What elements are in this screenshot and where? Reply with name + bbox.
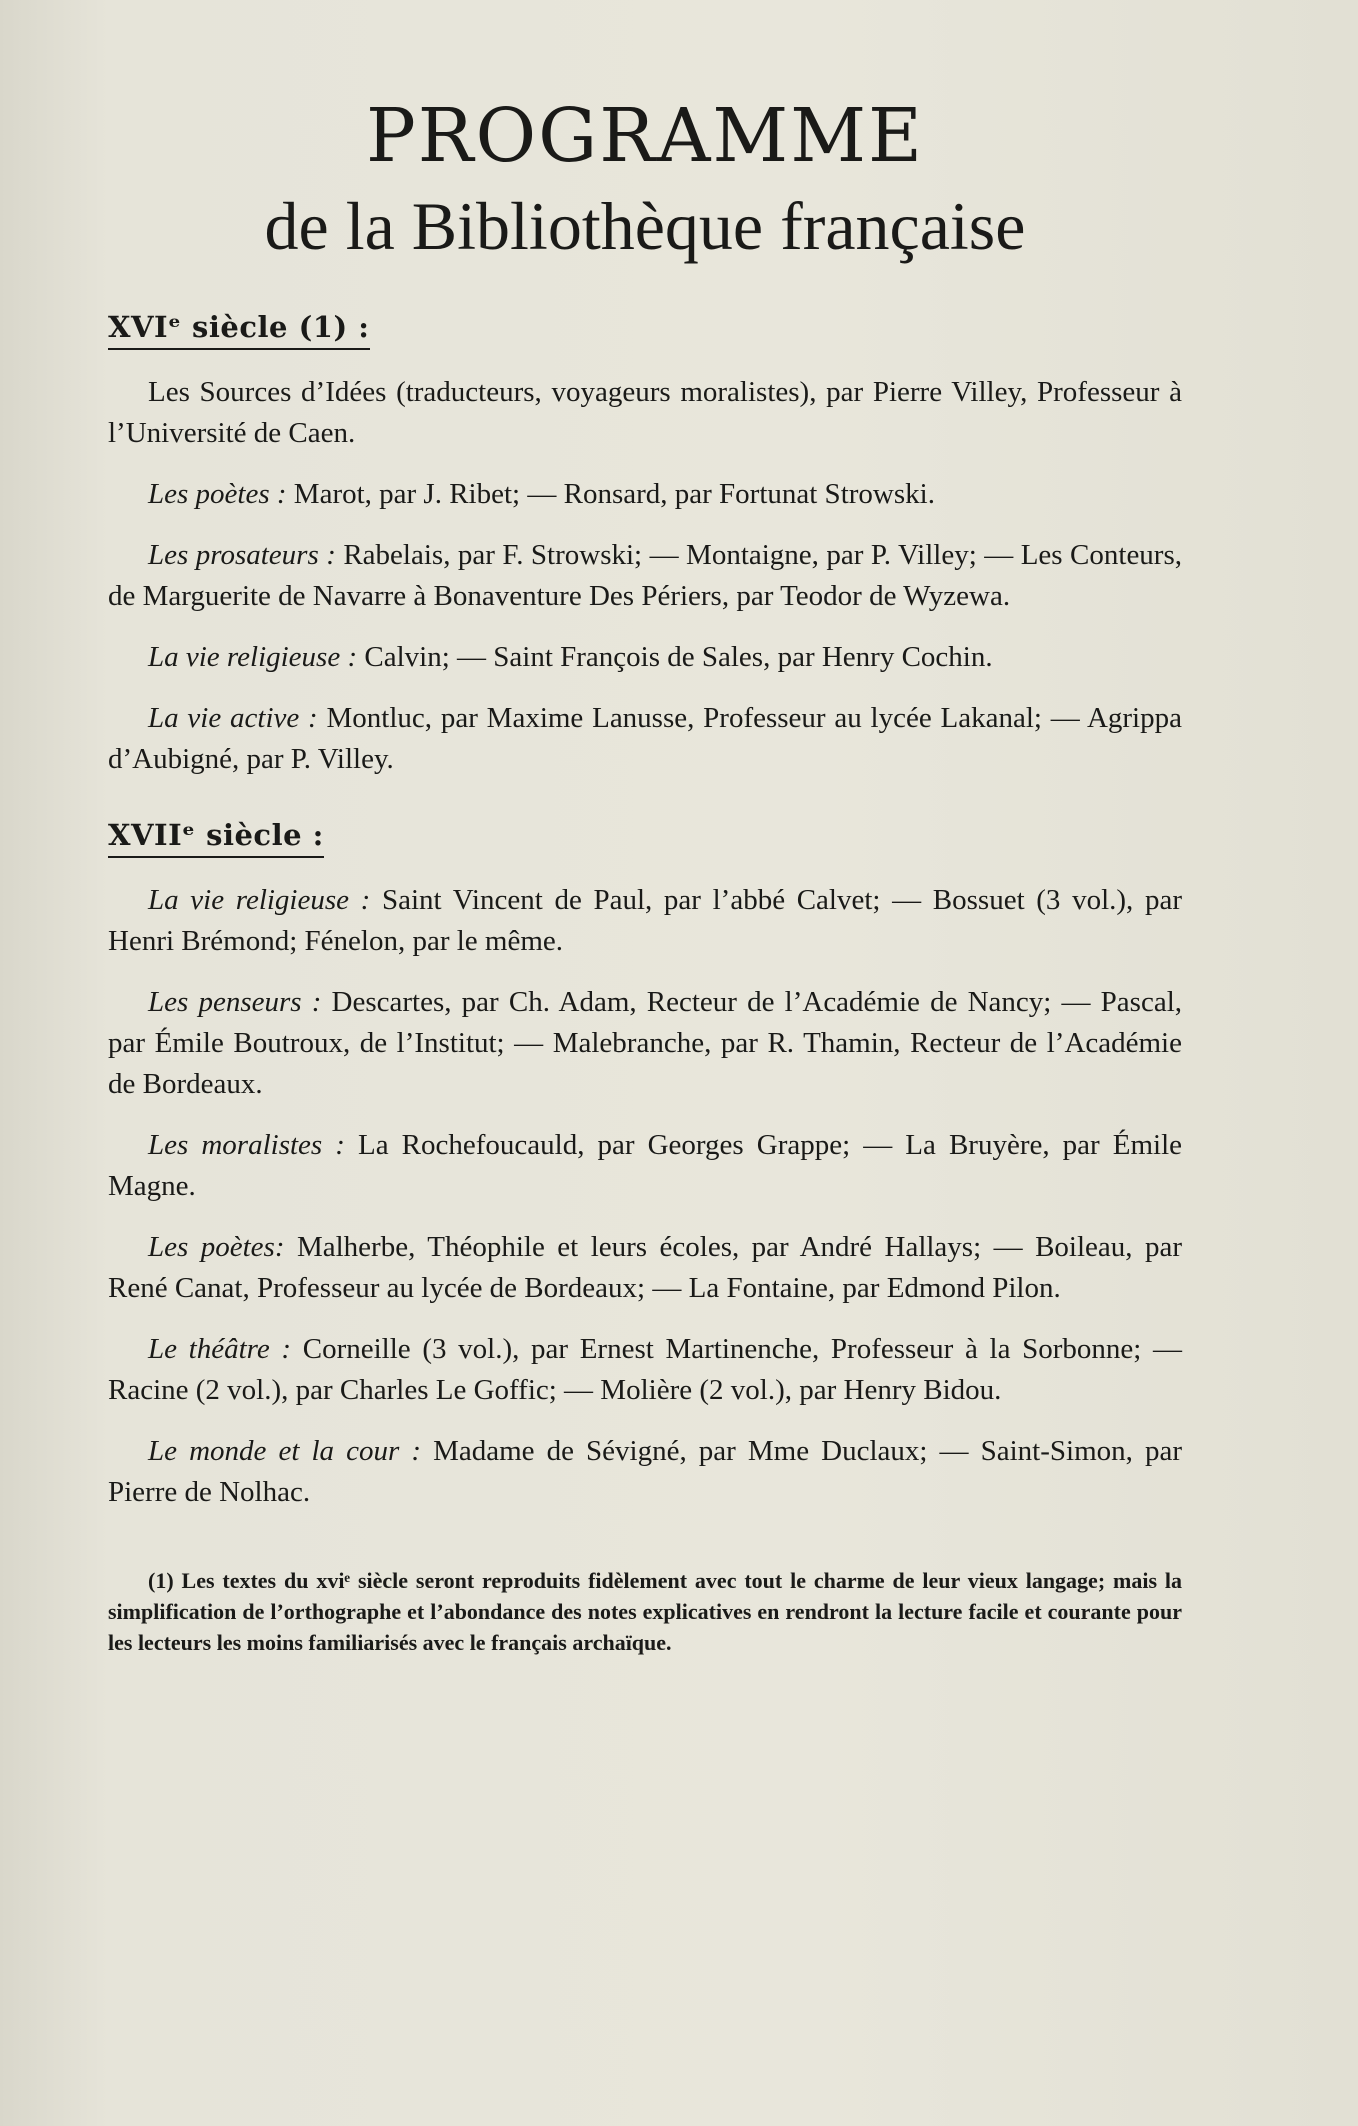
entry-works: Corneille (3 vol.), par Ernest Martinenche, Professeur à la Sorbonne; — Racine (2 vol.), par Charles Le Goffic; — Molière (2 vol.), par Henry Bidou. <box>108 1333 1183 1406</box>
entry-works: Calvin; — Saint François de Sales, par Henry Cochin. <box>364 641 993 673</box>
entry-category: La vie religieuse : <box>148 884 371 916</box>
entry-poetes-xvii <box>108 1227 1182 1309</box>
entry-poetes-xvi <box>108 474 1182 515</box>
entry-monde-cour <box>108 1431 1182 1513</box>
entry-category: Les penseurs : <box>148 986 322 1018</box>
entry-works: La Rochefoucauld, par Georges Grappe; — La Bruyère, par Émile Magne. <box>108 1129 1183 1202</box>
entry-works: Malherbe, Théophile et leurs écoles, par André Hallays; — Boileau, par René Canat, Professeur au lycée de Bordeaux; — La Fontaine, par Edmond Pilon. <box>108 1231 1183 1304</box>
entry-moralistes <box>108 1125 1182 1207</box>
title-line-bibliotheque: de la Bibliothèque française <box>264 188 1026 264</box>
footnote: (1) Les textes du xviᵉ siècle seront reproduits fidèlement avec tout le charme de leur vieux langage; mais la simplification de l’orthographe et l’abondance des notes explicatives en rendront la lecture facile et courante pour les lecteurs les moins familiarisés avec le français archaïque. <box>108 1568 1182 1655</box>
entry-works: Saint Vincent de Paul, par l’abbé Calvet; — Bossuet (3 vol.), par Henri Brémond; Fénelon, par le même. <box>108 884 1182 957</box>
title-line-programme: PROGRAMME <box>365 93 924 179</box>
entry-theatre <box>108 1329 1182 1411</box>
entry-text: Les Sources d’Idées (traducteurs, voyageurs moralistes), par Pierre Villey, Professeur à l’Université de Caen. <box>108 376 1182 449</box>
entry-sources-idees <box>108 372 1182 454</box>
entry-prosateurs <box>108 535 1182 617</box>
entry-works: Descartes, par Ch. Adam, Recteur de l’Académie de Nancy; — Pascal, par Émile Boutroux, de l’Institut; — Malebranche, par R. Thamin, Recteur de l’Académie de Bordeaux. <box>108 986 1183 1100</box>
section-heading-xvi: XVIᵉ siècle (1) : <box>108 310 370 350</box>
section-heading-xvii: XVIIᵉ siècle : <box>108 818 324 858</box>
entry-works: Rabelais, par F. Strowski; — Montaigne, par P. Villey; — Les Conteurs, de Marguerite de Navarre à Bonaventure Des Périers, par Teodor de Wyzewa. <box>108 539 1183 612</box>
entry-category: La vie active : <box>148 702 318 734</box>
entry-category: Les moralistes : <box>148 1129 345 1161</box>
entry-works: Montluc, par Maxime Lanusse, Professeur au lycée Lakanal; — Agrippa d’Aubigné, par P. Villey. <box>108 702 1182 775</box>
entry-category: Le théâtre : <box>148 1333 292 1365</box>
entry-penseurs <box>108 982 1182 1105</box>
page-title <box>108 92 1182 272</box>
section-xvii <box>108 818 1182 1513</box>
entry-category: Les poètes: <box>148 1231 285 1263</box>
entry-category: Les poètes : <box>148 478 287 510</box>
section-xvi <box>108 310 1182 780</box>
entry-category: La vie religieuse : <box>148 641 358 673</box>
entry-vie-religieuse-xvi <box>108 637 1182 678</box>
entry-works: Madame de Sévigné, par Mme Duclaux; — Saint-Simon, par Pierre de Nolhac. <box>108 1435 1182 1508</box>
entry-category: Le monde et la cour : <box>148 1435 421 1467</box>
entry-category: Les prosateurs : <box>148 539 336 571</box>
entry-vie-religieuse-xvii <box>108 880 1182 962</box>
entry-vie-active <box>108 698 1182 780</box>
entry-works: Marot, par J. Ribet; — Ronsard, par Fortunat Strowski. <box>293 478 935 510</box>
